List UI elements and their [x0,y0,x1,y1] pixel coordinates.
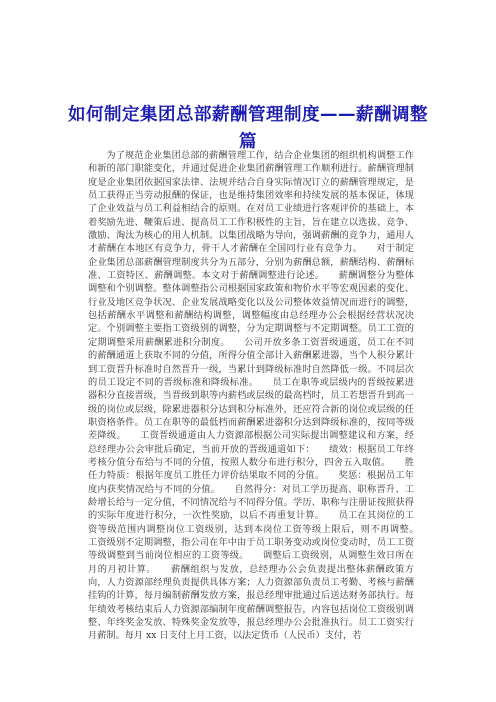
body-paragraph: 为了规范企业集团总部的薪酬管理工作，结合企业集团的组织机构调整工作和新的部门职能变化，并通过促进企业集团薪酬管理工作顺利进行。薪酬管理制度是企业集团依据国家法律、法规并结合自身实际情况订立的薪酬管理规定，是员工获得正当劳动报酬的保证，也是维持集团效率和持续发展的基本保证，体现了企业效益与员工利益相结合的原则。在对员工业绩进行客观评价的基础上，本着奖励先进、鞭策后进、提高员工工作积极性的主旨，旨在建立以选拔、竞争、激励、淘汰为核心的用人机制。以集团战略为导向，强调薪酬的竞争力，通用人才薪酬在本地区有竞争力，骨干人才薪酬在全国同行业有竞争力。 对于制定企业集团总部薪酬管理制度共分为五部分，分别为薪酬总额，薪酬结构、薪酬标准、工资特区、薪酬调整。本文对于薪酬调整进行论述。 薪酬调整分为整体调整和个别调整。整体调整指公司根据国家政策和物价水平等宏观因素的变化、行业及地区竞争状况、企业发展战略变化以及公司整体效益情况而进行的调整，包括薪酬水平调整和薪酬结构调整，调整幅度由总经理办公会根据经营状况决定。个别调整主要指工资级别的调整，分为定期调整与不定期调整。员工工资的定期调整采用薪酬累进积分制度。 公司开放多条工资晋级通道，员工在不同的薪酬通道上获取不同的分值，所得分值全部计入薪酬累进器，当个人积分累计到工资晋升标准时自然晋升一级，当累计到降级标准时自然降低一级。不同层次的员工设定不同的晋级标准和降级标准。 员工在职等或层级内的晋级按累进器积分直接晋级，当晋级到职等内薪档或层级的最高档时，员工若想晋升到高一级的岗位或层级，除累进器积分达到积分标准外，还应符合新的岗位或层级的任职资格条件。员工在职等的最低档而薪酬累进器积分达到降级标准的，按同等级差降级。 工资晋级通道由人力资源部根据公司实际提出调整建议和方案，经总经理办公会审批后确定，当前开放的晋级通道如下： 绩效：根据员工年终考核分值分布给与不同的分值，按照人数分布进行积分，四舍五入取值。 胜任力特质：根据年度员工胜任力评价结果取不同的分值。 奖惩：根据员工年度内获奖情况给与不同的分值。 自然得分：对员工学历提高、职称晋升、工龄增长给与一定分值，不同情况给与不同得分值。学历、职称与注册证按照获得的实际年度进行积分，一次性奖励，以后不再重复计算。 员工在其岗位的工资等级范围内调整岗位工资级别，达到本岗位工资等级上限后，则不再调整。 工资级别不定期调整，指公司在年中由于员工职务变动或岗位变动时，员工工资等级调整到当前岗位相应的工资等级。 调整后工资级别，从调整生效日所在月的月初计算。 薪酬组织与发放，总经理办公会负责提出整体薪酬政策方向，人力资源部经理负责提供具体方案；人力资源部负责员工考勤、考核与薪酬挂钩的计算，每月编制薪酬发放方案，报总经理审批通过后送达财务部执行。每年绩效考核结束后人力资源部编制年度薪酬调整报告，内容包括岗位工资级别调整、年终奖金发放、特殊奖金发放等，报总经理办公会批准执行。员工工资实行月薪制。每月 xx 日支付上月工资，以法定货币（人民币）支付，若 [88,150,433,642]
document-title: 如何制定集团总部薪酬管理制度——薪酬调整篇 [68,104,428,152]
document-body [88,149,433,643]
